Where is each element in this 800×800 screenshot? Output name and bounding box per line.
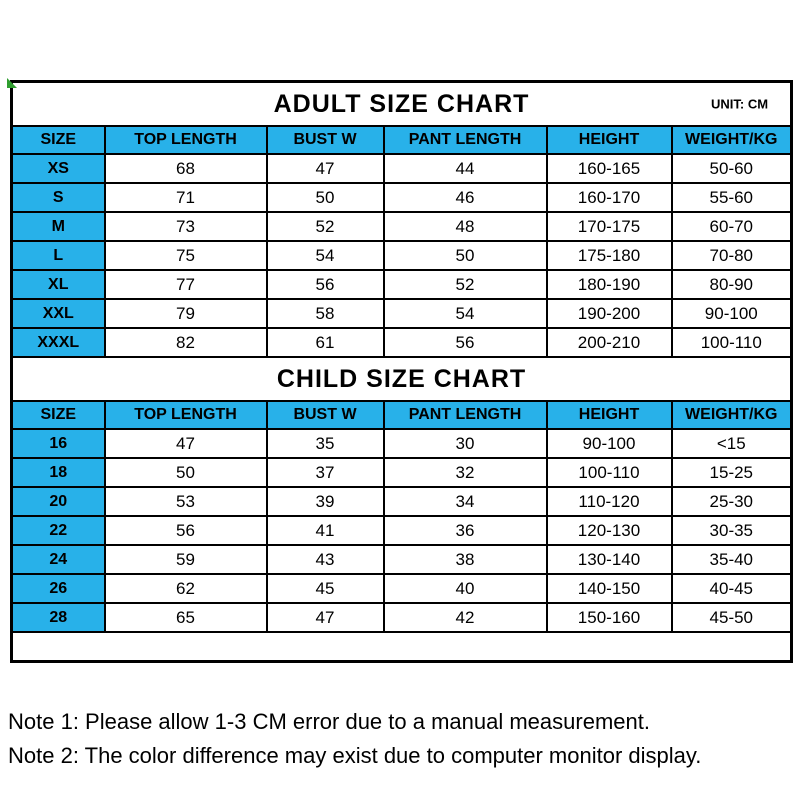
- data-cell: 200-210: [547, 328, 672, 357]
- section-title-cell: [12, 82, 792, 127]
- column-header-size: SIZE: [12, 401, 105, 429]
- data-cell: 54: [267, 241, 384, 270]
- data-cell: 73: [105, 212, 267, 241]
- size-cell: M: [12, 212, 105, 241]
- data-cell: 36: [384, 516, 547, 545]
- data-cell: 60-70: [672, 212, 792, 241]
- column-header-pant-length: PANT LENGTH: [384, 126, 547, 154]
- section-title-cell: [12, 357, 792, 401]
- column-header-row: [12, 401, 792, 429]
- data-cell: 54: [384, 299, 547, 328]
- table-row: [12, 574, 792, 603]
- column-header-pant-length: PANT LENGTH: [384, 401, 547, 429]
- data-cell: 39: [267, 487, 384, 516]
- data-cell: 44: [384, 154, 547, 183]
- data-cell: 25-30: [672, 487, 792, 516]
- table-row: [12, 516, 792, 545]
- size-cell: 16: [12, 429, 105, 458]
- data-cell: 47: [267, 603, 384, 632]
- data-cell: 100-110: [672, 328, 792, 357]
- data-cell: 55-60: [672, 183, 792, 212]
- data-cell: 34: [384, 487, 547, 516]
- data-cell: 130-140: [547, 545, 672, 574]
- data-cell: 45: [267, 574, 384, 603]
- size-cell: S: [12, 183, 105, 212]
- note-line: Note 1: Please allow 1-3 CM error due to a manual measurement.: [8, 709, 650, 734]
- data-cell: 30: [384, 429, 547, 458]
- data-cell: 180-190: [547, 270, 672, 299]
- data-cell: 50: [267, 183, 384, 212]
- table-row: [12, 545, 792, 574]
- empty-cell: [12, 632, 792, 662]
- table-row: [12, 603, 792, 632]
- data-cell: 40: [384, 574, 547, 603]
- data-cell: 140-150: [547, 574, 672, 603]
- data-cell: <15: [672, 429, 792, 458]
- data-cell: 15-25: [672, 458, 792, 487]
- data-cell: 79: [105, 299, 267, 328]
- data-cell: 58: [267, 299, 384, 328]
- unit-label: UNIT: CM: [711, 96, 769, 112]
- table-row: [12, 241, 792, 270]
- table-row: [12, 328, 792, 357]
- section-title-row: [12, 82, 792, 127]
- data-cell: 150-160: [547, 603, 672, 632]
- data-cell: 35: [267, 429, 384, 458]
- data-cell: 56: [267, 270, 384, 299]
- data-cell: 77: [105, 270, 267, 299]
- data-cell: 160-165: [547, 154, 672, 183]
- table-row: [12, 212, 792, 241]
- data-cell: 80-90: [672, 270, 792, 299]
- data-cell: 40-45: [672, 574, 792, 603]
- note-line: Note 2: The color difference may exist due to computer monitor display.: [8, 743, 702, 768]
- column-header-weight-kg: WEIGHT/KG: [672, 401, 792, 429]
- data-cell: 30-35: [672, 516, 792, 545]
- data-cell: 47: [267, 154, 384, 183]
- section-title: CHILD SIZE CHART: [276, 364, 527, 393]
- data-cell: 41: [267, 516, 384, 545]
- table-row: [12, 154, 792, 183]
- data-cell: 56: [384, 328, 547, 357]
- data-cell: 100-110: [547, 458, 672, 487]
- size-cell: XL: [12, 270, 105, 299]
- column-header-size: SIZE: [12, 126, 105, 154]
- data-cell: 68: [105, 154, 267, 183]
- column-header-row: [12, 126, 792, 154]
- data-cell: 71: [105, 183, 267, 212]
- data-cell: 53: [105, 487, 267, 516]
- data-cell: 48: [384, 212, 547, 241]
- table-row: [12, 183, 792, 212]
- data-cell: 42: [384, 603, 547, 632]
- data-cell: 175-180: [547, 241, 672, 270]
- data-cell: 110-120: [547, 487, 672, 516]
- column-header-bust-w: BUST W: [267, 126, 384, 154]
- data-cell: 32: [384, 458, 547, 487]
- table-row: [12, 270, 792, 299]
- table-row: [12, 487, 792, 516]
- data-cell: 38: [384, 545, 547, 574]
- data-cell: 160-170: [547, 183, 672, 212]
- data-cell: 52: [384, 270, 547, 299]
- data-cell: 90-100: [672, 299, 792, 328]
- column-header-bust-w: BUST W: [267, 401, 384, 429]
- data-cell: 170-175: [547, 212, 672, 241]
- data-cell: 61: [267, 328, 384, 357]
- size-cell: XS: [12, 154, 105, 183]
- size-chart-body: [12, 82, 792, 662]
- data-cell: 50: [384, 241, 547, 270]
- data-cell: 190-200: [547, 299, 672, 328]
- size-cell: XXL: [12, 299, 105, 328]
- data-cell: 82: [105, 328, 267, 357]
- data-cell: 62: [105, 574, 267, 603]
- table-row: [12, 458, 792, 487]
- data-cell: 50-60: [672, 154, 792, 183]
- section-title-row: [12, 357, 792, 401]
- table-row: [12, 429, 792, 458]
- size-cell: L: [12, 241, 105, 270]
- size-cell: 20: [12, 487, 105, 516]
- data-cell: 59: [105, 545, 267, 574]
- data-cell: 35-40: [672, 545, 792, 574]
- data-cell: 70-80: [672, 241, 792, 270]
- size-chart-table: [10, 80, 793, 663]
- column-header-top-length: TOP LENGTH: [105, 401, 267, 429]
- size-cell: 22: [12, 516, 105, 545]
- size-cell: 18: [12, 458, 105, 487]
- size-cell: 24: [12, 545, 105, 574]
- data-cell: 120-130: [547, 516, 672, 545]
- size-cell: 28: [12, 603, 105, 632]
- column-header-top-length: TOP LENGTH: [105, 126, 267, 154]
- size-cell: 26: [12, 574, 105, 603]
- data-cell: 90-100: [547, 429, 672, 458]
- column-header-height: HEIGHT: [547, 126, 672, 154]
- data-cell: 46: [384, 183, 547, 212]
- section-title: ADULT SIZE CHART: [273, 89, 530, 118]
- data-cell: 65: [105, 603, 267, 632]
- data-cell: 47: [105, 429, 267, 458]
- data-cell: 37: [267, 458, 384, 487]
- empty-row: [12, 632, 792, 662]
- data-cell: 50: [105, 458, 267, 487]
- column-header-weight-kg: WEIGHT/KG: [672, 126, 792, 154]
- notes: [8, 705, 701, 773]
- data-cell: 52: [267, 212, 384, 241]
- data-cell: 75: [105, 241, 267, 270]
- column-header-height: HEIGHT: [547, 401, 672, 429]
- table-row: [12, 299, 792, 328]
- size-cell: XXXL: [12, 328, 105, 357]
- data-cell: 45-50: [672, 603, 792, 632]
- data-cell: 56: [105, 516, 267, 545]
- data-cell: 43: [267, 545, 384, 574]
